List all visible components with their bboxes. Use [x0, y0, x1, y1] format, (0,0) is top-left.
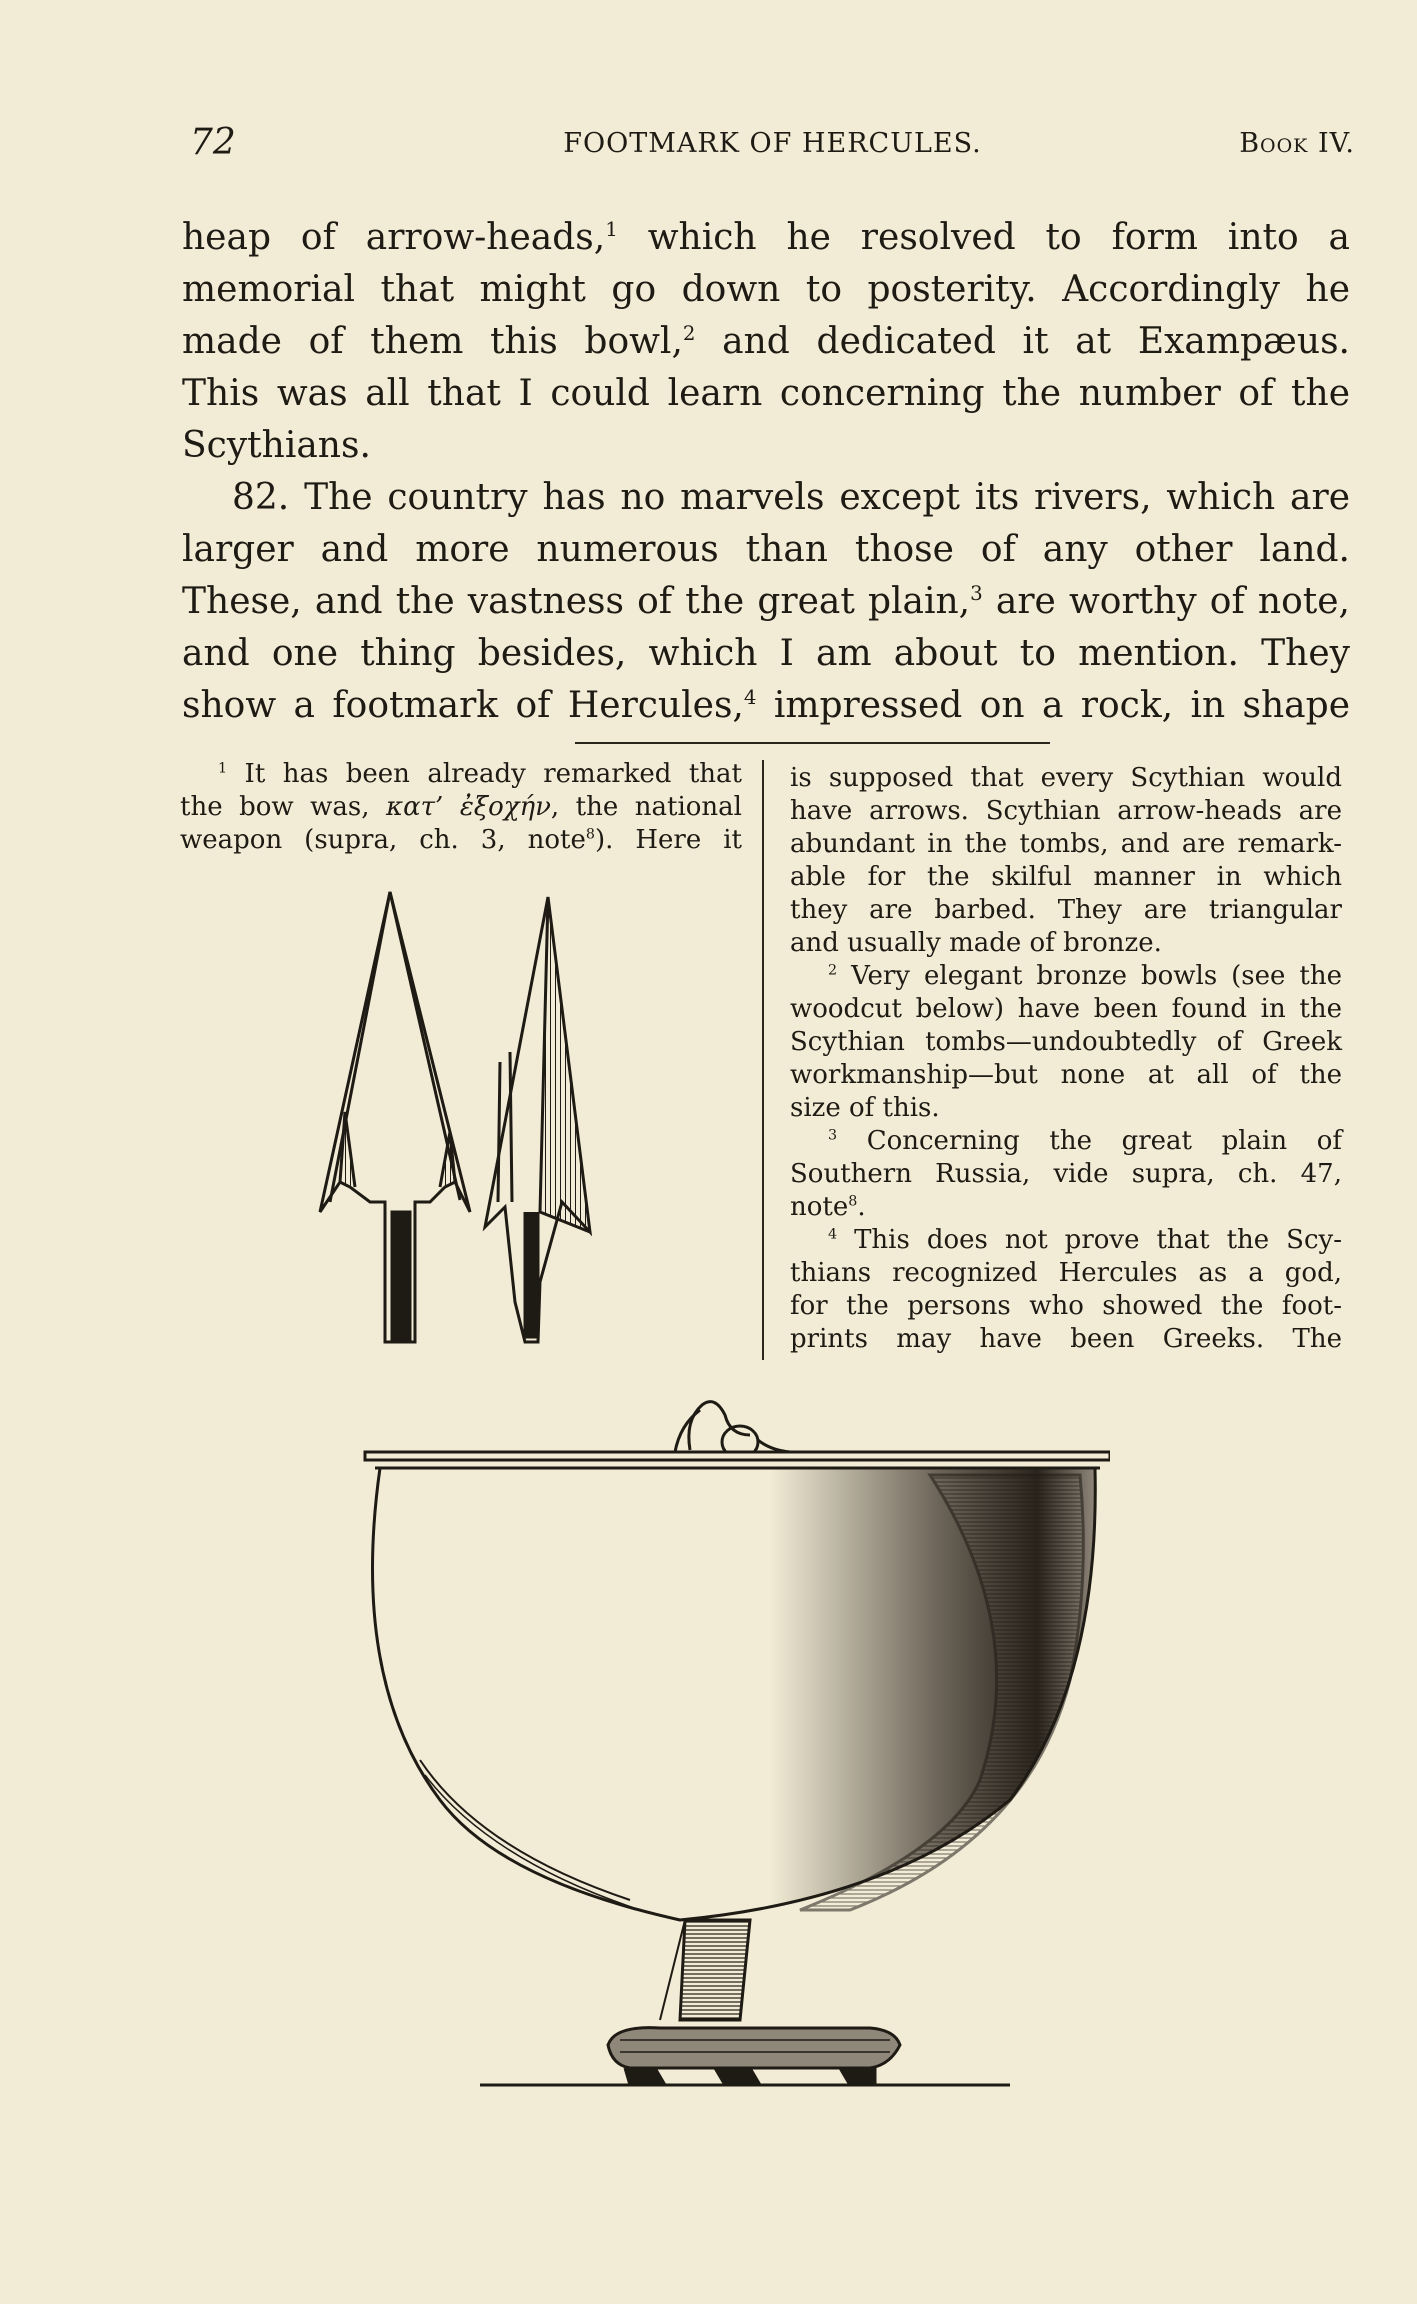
- footnote-marker: 3: [828, 1127, 838, 1144]
- footnote-ref: 3: [970, 582, 983, 605]
- footnote-line: size of this.: [790, 1093, 940, 1123]
- text-run: show a footmark of Hercules,: [182, 685, 744, 726]
- footnote-line: have arrows. Scythian arrow-heads are: [790, 796, 1342, 826]
- footnote-line: [790, 960, 1342, 993]
- footnote-line: able for the skilful manner in which: [790, 862, 1342, 892]
- text-run: weapon (supra, ch. 3, note: [180, 825, 586, 855]
- footnote-line: they are barbed. They are triangular: [790, 895, 1342, 925]
- arrowhead-front: [320, 892, 470, 1342]
- text-run: These, and the vastness of the great plain,: [182, 581, 971, 622]
- text-run: , the national: [550, 792, 742, 822]
- body-line: and one thing besides, which I am about to mention. They: [182, 633, 1350, 674]
- body-line: [182, 680, 1350, 732]
- text-run: This does not prove that the Scy-: [837, 1225, 1342, 1255]
- footnote-line: and usually made of bronze.: [790, 928, 1162, 958]
- footnote-line: [790, 1125, 1342, 1158]
- text-run: which he resolved to form into a: [617, 217, 1350, 258]
- footnote-marker: 1: [218, 760, 228, 777]
- footnote-line: [180, 824, 742, 857]
- footnotes-right-column: [790, 762, 1342, 1356]
- text-run: It has been already remarked that: [227, 759, 742, 789]
- footnote-ref: 8: [585, 826, 595, 843]
- running-title: FOOTMARK OF HERCULES.: [563, 128, 982, 159]
- text-run: the bow was,: [180, 792, 387, 822]
- arrowheads-illustration: [300, 882, 620, 1362]
- footnote-line: thians recognized Hercules as a god,: [790, 1258, 1342, 1288]
- bowl-handle: [675, 1402, 790, 1458]
- footnote-line: workmanship—but none at all of the: [790, 1060, 1342, 1090]
- footnote-marker: 2: [828, 962, 838, 979]
- footnote-line: [180, 758, 742, 791]
- footnote-line: woodcut below) have been found in the: [790, 994, 1342, 1024]
- footnote-ref: 4: [743, 686, 757, 709]
- footnote-ref: 8: [848, 1193, 858, 1210]
- body-line: [182, 576, 1350, 628]
- book-label: Book IV.: [1239, 128, 1355, 159]
- text-run: impressed on a rock, in shape: [756, 685, 1350, 726]
- text-run: Very elegant bronze bowls (see the: [837, 961, 1342, 991]
- footnote-ref: 1: [605, 218, 618, 241]
- footnote-line: for the persons who showed the foot-: [790, 1291, 1342, 1321]
- text-run: made of them this bowl,: [182, 321, 683, 362]
- body-line: 82. The country has no marvels except its rivers, which are: [232, 477, 1350, 518]
- text-run: Concerning the great plain of: [837, 1126, 1342, 1156]
- body-line: larger and more numerous than those of any other land.: [182, 529, 1350, 570]
- arrowhead-side: [485, 897, 590, 1342]
- text-run: ). Here it: [594, 825, 742, 855]
- footnote-line: Southern Russia, vide supra, ch. 47,: [790, 1159, 1342, 1189]
- footnote-line: prints may have been Greeks. The: [790, 1324, 1342, 1354]
- footnote-line: is supposed that every Scythian would: [790, 763, 1342, 793]
- footnote-line: [180, 791, 742, 824]
- bowl-foot: [608, 2028, 900, 2085]
- page-number: 72: [190, 122, 236, 163]
- body-text: [182, 212, 1350, 732]
- bowl-rim: [365, 1452, 1110, 1468]
- footnotes-left-column: [180, 758, 742, 857]
- running-header: [190, 122, 1355, 162]
- bowl-body: [373, 1468, 1096, 1920]
- text-run: are worthy of note,: [982, 581, 1350, 622]
- body-line: This was all that I could learn concerning the number of the: [182, 373, 1350, 414]
- text-run: heap of arrow-heads,: [182, 217, 606, 258]
- body-line: [182, 316, 1350, 368]
- footnote-line: abundant in the tombs, and are remark-: [790, 829, 1342, 859]
- bowl-stem: [660, 1920, 750, 2020]
- text-run: note: [790, 1192, 849, 1222]
- footnote-line: [790, 1191, 1342, 1224]
- footnote-ref: 2: [682, 322, 696, 345]
- footnote-marker: 4: [828, 1226, 838, 1243]
- greek-phrase: κατ’ ἐξοχήν: [386, 792, 551, 822]
- text-run: and dedicated it at Exampæus.: [695, 321, 1350, 362]
- footnote-line: Scythian tombs—undoubtedly of Greek: [790, 1027, 1342, 1057]
- footnote-line: [790, 1224, 1342, 1257]
- text-run: .: [857, 1192, 866, 1222]
- column-divider: [762, 760, 764, 1360]
- footnote-rule: [575, 742, 1050, 744]
- body-line: memorial that might go down to posterity. Accordingly he: [182, 269, 1350, 310]
- bronze-bowl-illustration: [330, 1380, 1110, 2140]
- body-line: [182, 212, 1350, 264]
- body-line: Scythians.: [182, 425, 371, 466]
